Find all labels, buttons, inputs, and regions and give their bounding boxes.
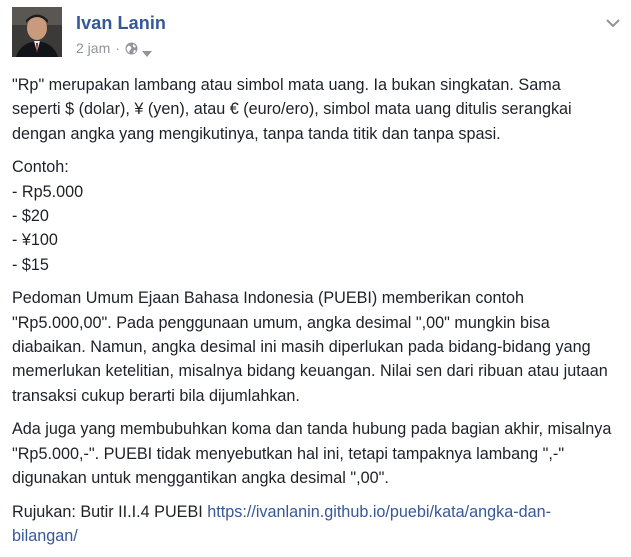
list-item: - Rp5.000: [12, 182, 84, 201]
paragraph-currency-symbol: "Rp" merupakan lambang atau simbol mata uang. Ia bukan singkatan. Sama seperti $ (dolar), ¥ (yen), atau € (euro/ero), simbol mata uang ditulis serangkai dengan angka yang mengikutinya, tanpa tanda titik dan tanpa spasi.: [12, 76, 572, 143]
list-item: - ¥100: [12, 231, 58, 250]
paragraph-reference: [12, 500, 612, 549]
paragraph-puebi-decimal: Pedoman Umum Ejaan Bahasa Indonesia (PUEBI) memberikan contoh "Rp5.000,00". Pada penggunaan umum, angka desimal ",00" mungkin bisa diabaikan. Namun, angka desimal ini masih diperlukan pada bidang-bidang yang memerlukan ketelitian, misalnya bidang keuangan. Nilai sen dari ribuan atau jutaan transaksi cukup berarti bila dijumlahkan.: [12, 289, 608, 405]
reference-link[interactable]: https://ivanlanin.github.io/puebi/kata/angka-dan-bilangan/: [12, 502, 552, 545]
post-meta: [76, 40, 152, 56]
avatar[interactable]: [12, 7, 62, 57]
post-timestamp[interactable]: 2 jam: [76, 40, 111, 56]
reference-label: Rujukan: Butir II.I.4 PUEBI: [12, 502, 208, 521]
meta-separator: ·: [115, 40, 120, 56]
list-item: - $20: [12, 207, 49, 226]
globe-icon[interactable]: [125, 42, 138, 55]
post-body: [12, 73, 612, 557]
post-header: [12, 7, 622, 65]
author-name[interactable]: Ivan Lanin: [76, 13, 167, 33]
list-item: - $15: [12, 255, 49, 274]
chevron-down-icon[interactable]: [606, 15, 620, 24]
examples-list: [12, 155, 612, 277]
paragraph-comma-dash: Ada juga yang membubuhkan koma dan tanda hubung pada bagian akhir, misalnya "Rp5.000,-". PUEBI tidak menyebutkan hal ini, tetapi tampaknya lambang ",-" digunakan untuk menggantikan angka desimal ",00".: [12, 420, 612, 488]
examples-heading: Contoh:: [12, 158, 69, 177]
caret-down-icon[interactable]: [142, 45, 152, 52]
avatar-photo: [12, 7, 62, 57]
